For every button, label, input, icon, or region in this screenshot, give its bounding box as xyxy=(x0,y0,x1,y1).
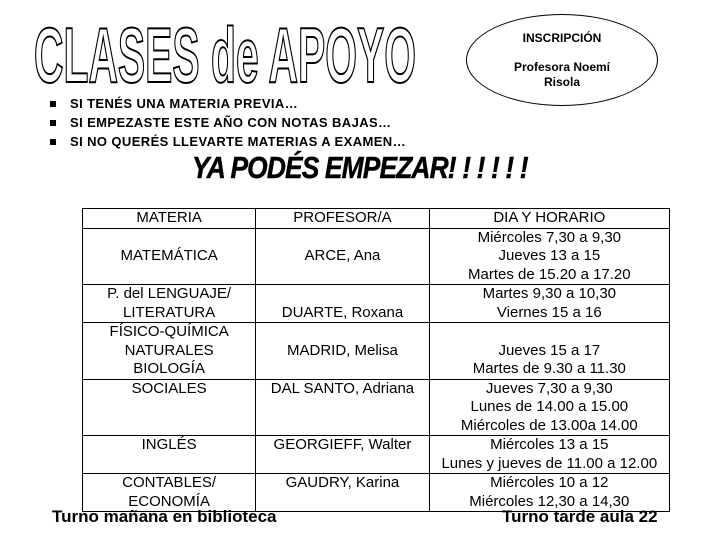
cell-profesor: DAL SANTO, Adriana xyxy=(256,379,429,436)
cell-profesor: DUARTE, Roxana xyxy=(256,285,429,323)
cell-horario: Miércoles 13 a 15 Lunes y jueves de 11.00 a 12.00 xyxy=(429,436,669,474)
cell-profesor: ARCE, Ana xyxy=(256,228,429,285)
bullet-item: SI TENÉS UNA MATERIA PREVIA… xyxy=(50,94,406,113)
inscription-heading: INSCRIPCIÓN xyxy=(522,30,602,45)
slogan: YA PODÉS EMPEZAR! ! ! ! ! ! xyxy=(192,150,528,185)
bullet-item: SI EMPEZASTE ESTE AÑO CON NOTAS BAJAS… xyxy=(50,113,406,132)
bullet-square-icon xyxy=(50,101,56,107)
cell-horario: Jueves 15 a 17 Martes de 9.30 a 11.30 xyxy=(429,323,669,380)
header-materia: MATERIA xyxy=(83,209,256,229)
inscription-oval xyxy=(466,14,658,106)
table-row xyxy=(83,285,670,323)
table-row xyxy=(83,323,670,380)
cell-horario: Jueves 7,30 a 9,30 Lunes de 14.00 a 15.00 Miércoles de 13.00a 14.00 xyxy=(429,379,669,436)
cell-materia: SOCIALES xyxy=(83,379,256,436)
header-horario: DIA Y HORARIO xyxy=(429,209,669,229)
cell-profesor: MADRID, Melisa xyxy=(256,323,429,380)
cell-horario: Miércoles 10 a 12 Miércoles 12,30 a 14,30 xyxy=(429,474,669,512)
table-header-row xyxy=(83,209,670,229)
table-row xyxy=(83,228,670,285)
svg-text:CLASES de APOYO: CLASES de APOYO xyxy=(34,14,416,94)
footer-morning-shift: Turno mañana en biblioteca xyxy=(52,507,277,526)
cell-materia: INGLÉS xyxy=(83,436,256,474)
bullet-square-icon xyxy=(50,120,56,126)
bullet-item: SI NO QUERÉS LLEVARTE MATERIAS A EXAMEN… xyxy=(50,132,406,151)
cell-profesor: GAUDRY, Karina xyxy=(256,474,429,512)
inscription-teacher-line1: Profesora Noemí xyxy=(513,59,611,74)
header-profesor: PROFESOR/A xyxy=(256,209,429,229)
cell-horario: Martes 9,30 a 10,30 Viernes 15 a 16 xyxy=(429,285,669,323)
footer-afternoon-shift: Turno tarde aula 22 xyxy=(502,507,658,526)
table-row xyxy=(83,436,670,474)
cell-materia: P. del LENGUAJE/ LITERATURA xyxy=(83,285,256,323)
page-title xyxy=(30,14,420,94)
cell-materia: FÍSICO-QUÍMICA NATURALES BIOLOGÍA xyxy=(83,323,256,380)
table-row xyxy=(83,474,670,512)
table-row xyxy=(83,379,670,436)
cell-profesor: GEORGIEFF, Walter xyxy=(256,436,429,474)
bullet-square-icon xyxy=(50,139,56,145)
cell-materia: MATEMÁTICA xyxy=(83,228,256,285)
cell-horario: Miércoles 7,30 a 9,30 Jueves 13 a 15 Martes de 15.20 a 17.20 xyxy=(429,228,669,285)
schedule-table xyxy=(82,208,670,512)
cell-materia: CONTABLES/ ECONOMÍA xyxy=(83,474,256,512)
bullet-list xyxy=(50,94,406,151)
inscription-teacher-line2: Risola xyxy=(543,74,580,89)
